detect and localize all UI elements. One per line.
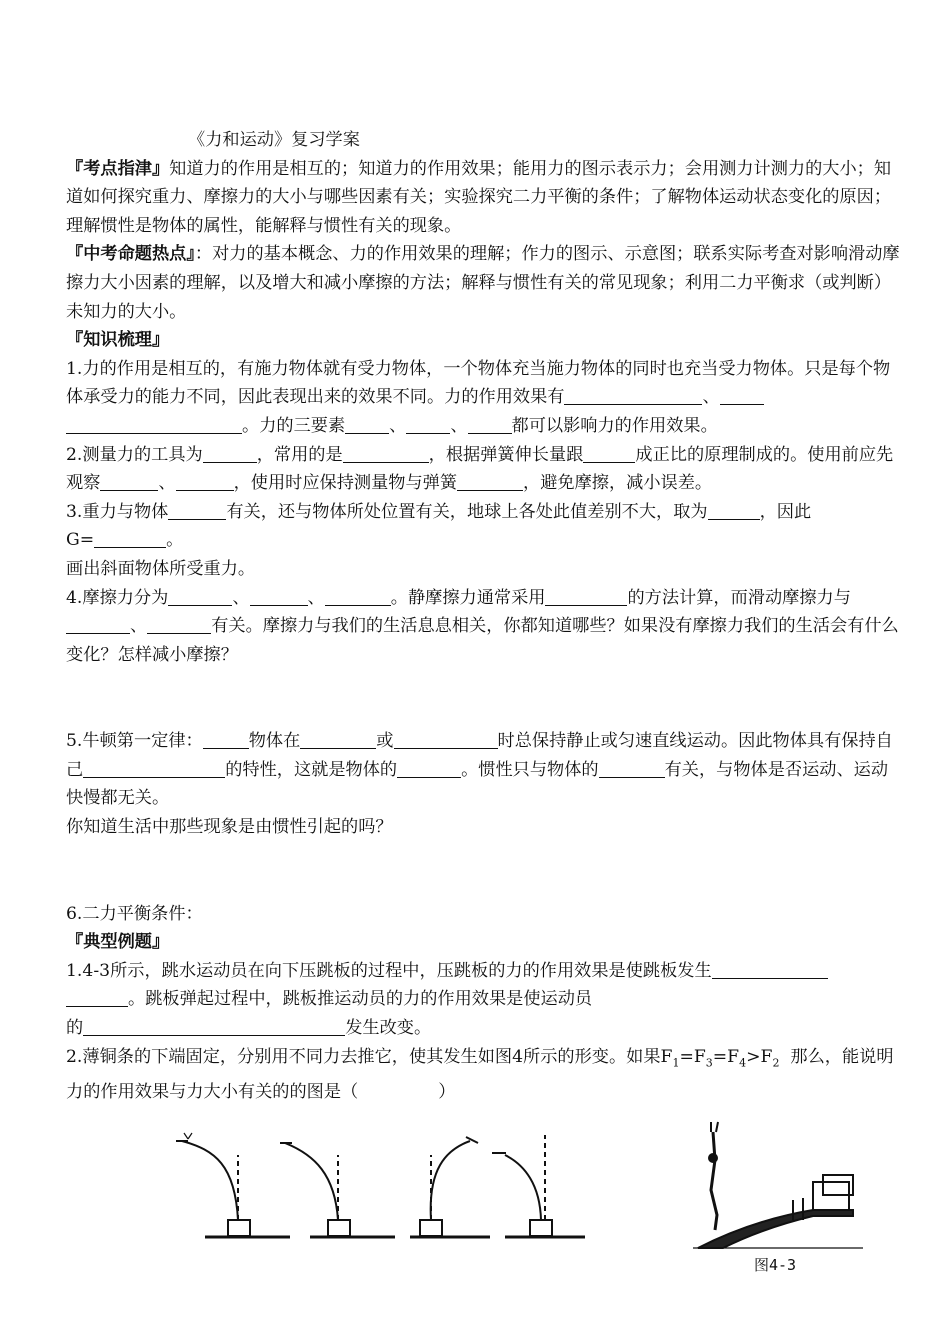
hot-topics-paragraph: 『中考命题热点』：对力的基本概念、力的作用效果的理解；作力的图示、示意图；联系实际考查对影响滑动摩擦力大小因素的理解，以及增大和减小摩擦的方法；解释与惯性有关的常见现象；利用二力平衡求（或判断）未知力的大小。 [66, 244, 900, 322]
exam-points-heading: 『考点指津』 [66, 158, 170, 179]
strip-figure-c [410, 1137, 490, 1237]
knowledge-item-4: 4.摩擦力分为 、 、 。静摩擦力通常采用 的方法计算，而滑动摩擦力与、 有关。摩擦力与我们的生活息息相关，你都知道哪些？如果没有摩擦力我们的生活会有什么变化？怎样减小摩擦？ [66, 587, 899, 665]
knowledge-item-2: 2.测量力的工具为 ，常用的是 ，根据弹簧伸长量跟 成正比的原理制成的。使用前应先观察 、 ，使用时应保持测量物与弹簧 ，避免摩擦，减小误差。 [66, 444, 894, 494]
knowledge-item-6: 6.二力平衡条件： [66, 903, 203, 924]
knowledge-item-1: 1.力的作用是相互的，有施力物体就有受力物体，一个物体充当施力物体的同时也充当受力物体。只是每个物体承受力的能力不同，因此表现出来的效果不同。力的作用效果有 、 。力的三要素 、 、 都可以影响力的作用效果。 [66, 358, 891, 436]
document-body [66, 126, 902, 1106]
figure-4-copper-strips [170, 1125, 590, 1240]
knowledge-item-3: 3.重力与物体 有关，还与物体所处位置有关，地球上各处此值差别不大，取为 ，因此 G= 。 画出斜面物体所受重力。 [66, 501, 812, 579]
exam-points-paragraph: 『考点指津』知道力的作用是相互的；知道力的作用效果；能用力的图示表示力；会用测力计测力的大小；知道如何探究重力、摩擦力的大小与哪些因素有关；实验探究二力平衡的条件；了解物体运动状态变化的原因；理解惯性是物体的属性，能解释与惯性有关的现象。 [66, 158, 892, 236]
strip-figure-a [176, 1133, 290, 1237]
figure-4-3-caption: 图4-3 [754, 1256, 797, 1274]
example-1: 1.4-3所示，跳水运动员在向下压跳板的过程中，压跳板的力的作用效果是使跳板发生 。跳板弹起过程中，跳板推运动员的力的作用效果是使运动员 的 发生改变。 [66, 957, 902, 1043]
hot-topics-heading: 『中考命题热点』 [66, 244, 195, 265]
example-2: 2.薄铜条的下端固定，分别用不同力去推它，使其发生如图4所示的形变。如果$F_1=F_3=F_4>F_2$ 那么，能说明力的作用效果与力大小有关的的图是（ ） [66, 1046, 894, 1102]
knowledge-item-5: 5.牛顿第一定律： 物体在 或 时总保持静止或匀速直线运动。因此物体具有保持自己 的特性，这就是物体的 。惯性只与物体的 有关，与物体是否运动、运动快慢都无关。 你知道生活中那些现象是由惯性引起的吗？ [66, 731, 893, 838]
examples-heading: 『典型例题』 [66, 932, 170, 953]
strip-figure-d [492, 1135, 585, 1237]
knowledge-heading: 『知识梳理』 [66, 330, 170, 351]
strip-figure-b [280, 1143, 395, 1237]
page-title: 《力和运动》复习学案 [188, 130, 360, 150]
